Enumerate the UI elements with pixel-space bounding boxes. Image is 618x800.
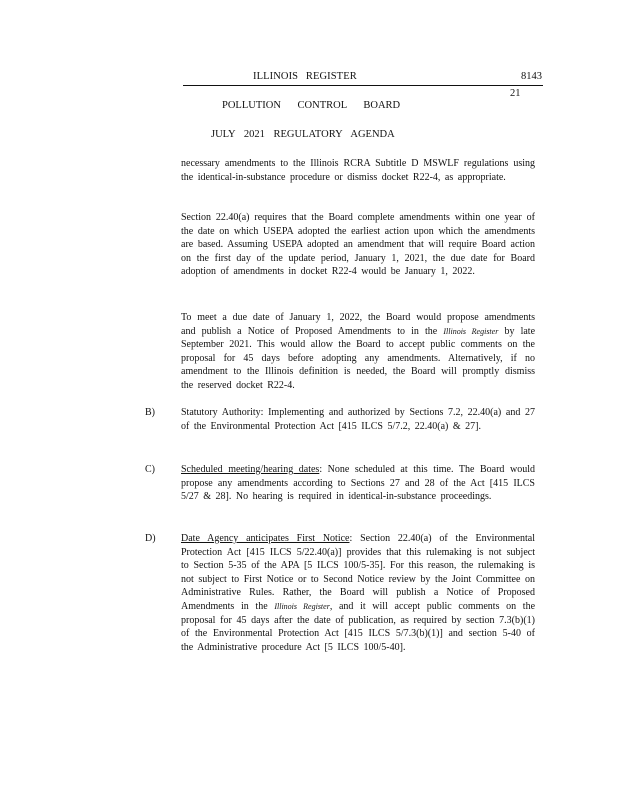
paragraph-continuation: necessary amendments to the Illinois RCRA Subtitle D MSWLF regulations using the identical-in-substance procedure or dismiss docket R22-4, as appropriate. bbox=[181, 158, 535, 183]
item-d-body-b: , and it will accept public comments on the proposal for 45 days after the date of publication, as required by section 7.3(b)(1) of the Environmental Protection Act [415 ILCS 5/7.3(b)(1)] and section 5-40 of the Administrative procedure Act [5 ILCS 100/5-40]. bbox=[181, 600, 536, 653]
header-rule bbox=[183, 85, 543, 86]
sub-number: 21 bbox=[510, 88, 521, 99]
p3-text-a: To meet a due date of January 1, 2022, the Board would propose amendments and publish a Notice of Proposed Amendments to in the bbox=[181, 312, 535, 337]
agenda-title: JULY 2021 REGULATORY AGENDA bbox=[211, 129, 395, 140]
board-title: POLLUTION CONTROL BOARD bbox=[222, 100, 401, 111]
item-c-heading: Scheduled meeting/hearing dates bbox=[181, 464, 320, 475]
item-b-text: Statutory Authority: Implementing and authorized by Sections 7.2, 22.40(a) and 27 of the Environmental Protection Act [415 ILCS 5/7.2, 22.40(a) & 27]. bbox=[181, 407, 535, 432]
running-title: ILLINOIS REGISTER bbox=[253, 71, 357, 82]
item-c-text bbox=[181, 463, 535, 504]
item-c-body: : None scheduled at this time. The Board would propose any amendments according to Sections 27 and 28 of the Act [415 ILCS 5/27 & 28]. No hearing is required in identical-in-substance proceedings. bbox=[181, 464, 535, 503]
item-d-text bbox=[181, 532, 535, 654]
page-number: 8143 bbox=[521, 71, 542, 82]
p3-text-b: by late September 2021. This would allow the Board to accept public comments on the proposal for 45 days before adopting any amendments. Alternatively, if no amendment to the Illinois definition is needed, the Board will promptly dismiss the reserved docket R22-4. bbox=[181, 325, 536, 391]
item-b-label: B) bbox=[145, 407, 155, 418]
item-d-body-a: : Section 22.40(a) of the Environmental Protection Act [415 ILCS 5/22.40(a)] provides that this rulemaking is not subject to Section 5-35 of the APA [5 ILCS 100/5-35]. For this reason, the rulemaking is not subject to First Notice or to Second Notice review by the Joint Committee on Administrative Rules. Rather, the Board will publish a Notice of Proposed Amendments in the bbox=[181, 533, 535, 612]
item-d-heading: Date Agency anticipates First Notice bbox=[181, 533, 350, 544]
item-d-label: D) bbox=[145, 533, 156, 544]
paragraph-meet-due-date bbox=[181, 311, 535, 393]
item-d-register-italic: Illinois Register bbox=[274, 601, 330, 611]
paragraph-due-date: Section 22.40(a) requires that the Board complete amendments within one year of the date on which USEPA adopted the earliest action upon which the amendments are based. Assuming USEPA adopted an amendment that will require Board action on the first day of the update period, January 1, 2021, the due date for Board adoption of amendments in docket R22-4 would be January 1, 2022. bbox=[181, 212, 535, 278]
p3-register-italic: Illinois Register bbox=[443, 326, 499, 336]
item-c-label: C) bbox=[145, 464, 155, 475]
